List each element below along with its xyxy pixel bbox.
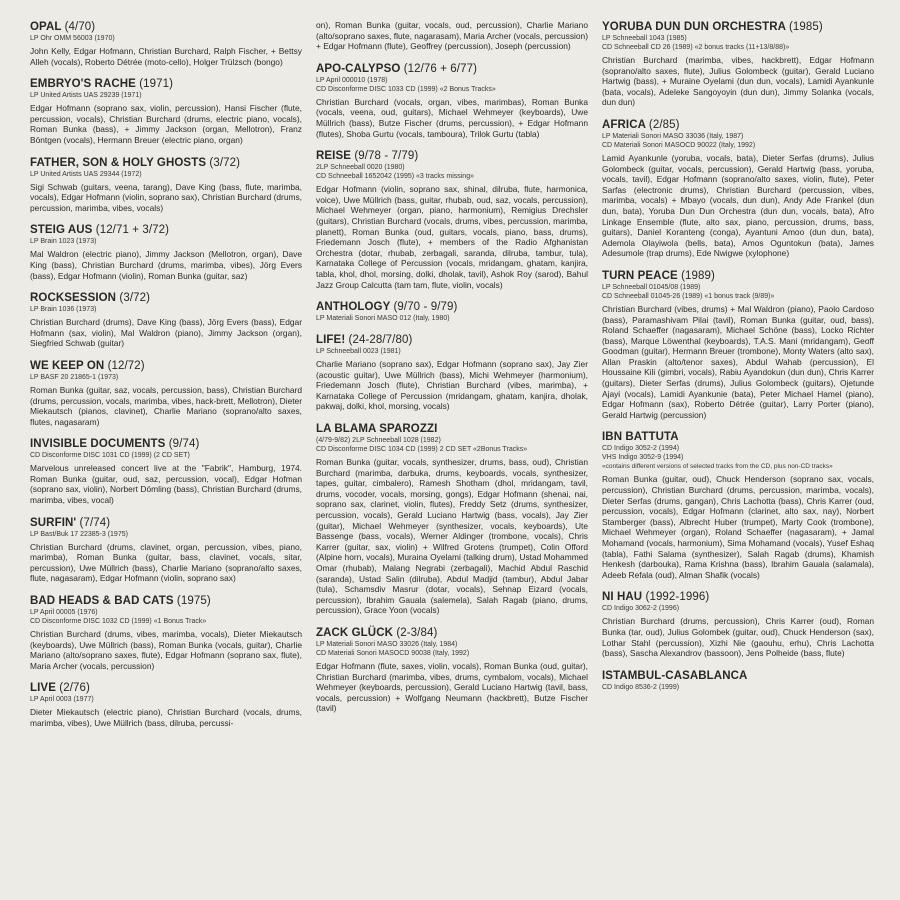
recording-date: (9/70 - 9/79) — [393, 301, 458, 314]
personnel-text: Roman Bunka (guitar, oud), Chuck Henderson (soprano sax, vocals, percussion), Christian Burchard (drums, percussion, marimba, vocals), Dieter Serfas (drums, gangan), Chris Lachotta (bass), Chris Karrer (oud, percussion, vocals), Edgar Hofmann (clarinet, alto sax, nay), Norbert Stamberger (bass), Albrecht Huber (trumpet), Marty Cook (trombone), Michael Wehmeyer (organ), Roland Schaeffer (nagasaram), + Jamal Mohamand (vocals, harmonium), Sima Mohamand (vocals), Yusef Eshaq (tabla), Fathi Salama (synthesizer), Salah Ragab (drums), Khamish Henkesh (darbouka), Rama Krishna (bass), Ibrahim Gauala (salamala), Adeeb Refala (oud), Alman Shafik (vocals) — [602, 474, 874, 580]
album-title — [30, 681, 302, 695]
recording-date: (1985) — [788, 21, 823, 33]
album-title — [30, 223, 302, 237]
recording-date: (12/76 + 6/77) — [403, 62, 478, 75]
column-right — [602, 20, 874, 900]
personnel-text: Christian Burchard (drums, clavinet, organ, percussion, vibes, piano, marimba), Roman Bunka (guitar, bass, clavinet, vocals, sitar, percussion), Uwe Müllrich (bass), Charlie Mariano (soprano/alto saxes, flute, nagasaram), Edgar Hofmann (violin, soprano sax) — [30, 541, 302, 584]
discography-entry — [602, 118, 874, 259]
catalog-line: LP April 000010 (1978) — [316, 76, 388, 84]
catalog-line: VHS Indigo 3052-9 (1994) — [602, 454, 684, 462]
personnel-text: Roman Bunka (guitar, vocals, synthesizer, drums, bass, oud), Christian Burchard (marimba, darbuka, drums, keyboards, vocals, synthesizer, tapes, guitar, cimbalero), Ramesh Shotham (dhol, mridangam, tavil, drums, vocoder, vocals, morsing, gongs), Edgar Hofmann (shenai, nai, soprano sax, clarinet, violin, flutes), Freddy Setz (drums, synthesizer, percussion, vocals), Gerald Luciano Hartwig (bass, vocals), Jay Zier (guitar), Michael Wehmeyer (synthesizer, vocals, keyboards), Ute Bassenge (bass, vocals), Werner Aldinger (trombone, vocals), Chris Karrer (guitar, sax, violin) + Wilfred Grotens (trumpet), Colin Offord (Alpine horn, vocals), Muraina Oyelami (talking drum), Ustad Mohammed Omar (rhubab), Malang Negrabi (zerbagali), Machid Abdul Raschid (saranda), Ustad Salin (dilruba), Abdul Madjid (tambur), Abdul Jabar (tula), Schamsdiv Masrur (dotar, vocals), Sehnap Eizard (vocals, percussion), Ibrahim Gauala (salemela), Salah Ragab (piano, drums, percussion), Grace Yoon (vocals) — [316, 457, 588, 616]
discography-entry — [602, 669, 874, 692]
discography-entry — [316, 626, 588, 714]
personnel-text: Charlie Mariano (soprano sax), Edgar Hofmann (soprano sax), Jay Zier (acoustic guitar), Uwe Müllrich (bass), Michi Wehmeyer (harmonium), Friedemann Josch (flute), Christian Burchard (vibes, marimba), + Karnataka College of Percussion (mridangam, ghatam, kanjira, dholak, pakwaj, dolki, khol, morsing, vocals) — [316, 359, 588, 412]
discography-entry — [316, 62, 588, 139]
personnel-text: Dieter Miekautsch (electric piano), Christian Burchard (vocals, drums, marimba, vibes), Uwe Müllrich (bass, dilruba, percussi- — [30, 707, 302, 728]
album-title — [602, 20, 874, 34]
column-left — [30, 20, 302, 900]
catalog-line: CD Materiali Sonori MASOCD 90038 (Italy, 1992) — [316, 649, 470, 657]
catalog-line: LP Materiali Sonori MASO 012 (Italy, 1980) — [316, 315, 450, 323]
catalog-line: LP BASF 20 21865-1 (1973) — [30, 373, 119, 381]
recording-date: (1971) — [139, 78, 174, 91]
album-name: IBN BATTUTA — [602, 431, 679, 444]
album-name: ANTHOLOGY — [316, 301, 391, 314]
catalog-line: LP Ohr OMM 56003 (1970) — [30, 35, 115, 42]
discography-entry — [602, 269, 874, 421]
personnel-text: Edgar Hofmann (flute, saxes, violin, vocals), Roman Bunka (oud, guitar), Christian Burchard (marimba, vibes, drums, cymbalom, vocals), Michael Wehmeyer (keyboards, percussion), Gerald Luciano Hartwig (tavil, bass, vocals, percussion) + Wolfgang Neumann (hackbrett), Butze Fischer (tavil) — [316, 660, 588, 714]
album-name: REISE — [316, 150, 352, 163]
catalog-line: CD Schneeball 1652042 (1995) «3 tracks missing» — [316, 173, 474, 181]
album-title — [30, 156, 302, 170]
recording-date: (1989) — [681, 269, 715, 282]
catalog-line: CD Schneeball CD 26 (1989) «2 bonus tracks (11+13/8/88)» — [602, 44, 790, 51]
discography-entry — [602, 20, 874, 108]
catalog-line: LP Brain 1036 (1973) — [30, 306, 97, 314]
album-title — [30, 359, 302, 373]
album-name: ZACK GLÜCK — [316, 626, 394, 639]
album-title — [602, 590, 874, 604]
discography-entry — [30, 20, 302, 67]
recording-date: (12/71 + 3/72) — [95, 224, 170, 237]
album-title — [316, 333, 588, 347]
discography-entry — [30, 516, 302, 584]
catalog-line: CD Indigo 3062-2 (1996) — [602, 605, 680, 613]
recording-date: (1975) — [176, 595, 211, 608]
album-title — [316, 626, 588, 640]
album-title — [602, 118, 874, 132]
album-title — [602, 269, 874, 283]
discography-entry — [30, 594, 302, 671]
discography-entry — [30, 291, 302, 349]
album-title — [316, 300, 588, 314]
album-title — [30, 516, 302, 530]
album-name: YORUBA DUN DUN ORCHESTRA — [602, 21, 786, 33]
recording-date: (9/74) — [168, 438, 200, 451]
discography-entry — [30, 681, 302, 728]
catalog-line: CD Indigo 3052-2 (1994) — [602, 445, 680, 453]
album-title — [30, 77, 302, 91]
album-name: LIVE — [30, 682, 56, 695]
album-title — [316, 149, 588, 163]
catalog-line: LP Bast/Buk 17 22385-3 (1975) — [30, 530, 128, 538]
personnel-text: Roman Bunka (guitar, saz, vocals, percussion, bass), Christian Burchard (drums, percussion, vocals, marimba, vibes, hack-brett, Mellotron), Dieter Miekautsch (pianos, clavinet), Charlie Mariano (soprano/alto saxes, flutes, nagasaram) — [30, 384, 302, 427]
catalog-line: CD Schneeball 01045-26 (1989) «1 bonus track (9/89)» — [602, 292, 775, 300]
personnel-text: Christian Burchard (drums), Dave King (bass), Jörg Evers (bass), Edgar Hofmann (sax, violin), Mal Waldron (piano), Jimmy Jackson (organ), Siegfried Schwab (guitar) — [30, 317, 302, 349]
album-title — [30, 20, 302, 34]
personnel-text: Christian Burchard (vocals, organ, vibes, marimbas), Roman Bunka (vocals, veena, oud, guitars), Michael Wehmeyer (keyboards), Uwe Müllrich (bass), Butze Fischer (drums, percussion), + Edgar Hofmann (flutes), Shoba Gurtu (vocals, tamboura), Trilok Gurtu (tabla) — [316, 96, 588, 139]
catalog-line: 2LP Schneeball 0020 (1980) — [316, 164, 405, 172]
personnel-text: John Kelly, Edgar Hofmann, Christian Burchard, Ralph Fischer, + Bettsy Alleh (vocals), Roberto Détrée (moto-cello), Holger Trülzsch (bongo) — [30, 46, 302, 67]
catalog-line: LP Schneeball 0023 (1981) — [316, 348, 401, 356]
personnel-text: Edgar Hofmann (violin, soprano sax, shinal, dilruba, flute, harmonica, voice), Uwe Müllrich (bass, guitar, rhubab, oud, saz, vocals, percussion), Michael Wehmeyer (organ, piano, harmonium), Remigius Drechsler (guitars), Christian Burchard (vocals, drums, vibes, percussion, marimba, planett), Roman Bunka (oud, guitars, vocals, piano, bass, drums), Friedemann Josch (flute), + members of the Radio Afghanistan Orchestra (dotar, rhubab, zerbagali, saranda, dilruba, tambur, tula), Karnataka College of Percussion (vocals, mridangam, ghatam, kanjira, tabla, khol, dhol, morsing, dolki, dholak, tavil), Ashok Roy (sarod), Bahul Jazz Group Calcutta (tam tam, flute, violin, vocals) — [316, 184, 588, 290]
discography-entry — [316, 422, 588, 616]
catalog-line: LP Schneeball 1043 (1985) — [602, 35, 687, 42]
album-name: TURN PEACE — [602, 269, 678, 282]
recording-date: (2-3/84) — [396, 626, 438, 639]
catalog-line: LP Materiali Sonori MASO 33026 (Italy, 1984) — [316, 640, 458, 648]
personnel-text: Christian Burchard (vibes, drums) + Mal Waldron (piano), Paolo Cardoso (bass), Paramashivam Pilai (tavil), Roman Bunka (guitar, oud, bass), Roland Schaeffer (nagasaram), Michael Schöne (bass), Locko Richter (bass), Marque Löwenthal (keyboards), T.A.S. Mani (mridangam), Geoff Goodman (guitar), Hermann Breuer (trombone), Monty Waters (alto sax), Allan Praskin (alto/tenor saxes), Abdul Wahab (percussion), El Houssaine Kili (gimbri, vocals), Rabiu Ayandokun (dun dun), Chris Karrer (guitars), Dieter Serfas (drums), Julius Golombeck (guitars), Ojetunde Ajayi (vocals), Lamidi Ayankunie (bata), Peter Michael Hamel (piano), Edgar Hofmann (sax), Roberto Détrée (guitar), Larry Porter (piano), Gerald Hartwig (percussion) — [602, 303, 874, 420]
recording-date: (12/72) — [107, 359, 145, 372]
catalog-line: LP April 00005 (1976) — [30, 609, 98, 617]
album-name: BAD HEADS & BAD CATS — [30, 595, 174, 608]
recording-date: (3/72) — [119, 292, 151, 305]
personnel-text: Lamid Ayankunle (yoruba, vocals, bata), Dieter Serfas (drums), Julius Golombeck (guitar, vocals, percussion), Gerald Hartwig (bass, yoruba, vocals, tavil), Edgar Hofmann (soprano/alto saxes, violin, flute), Peter Sarfas (electronic drums), Christian Burchard (percussion, vibes, marimba, vocals) + Mbayo (vocals, dun dun), Andy Ade Frankel (dun dun, bata), Yoruba Dun Dun Orchestra (dun dun, vocals, bata), Afro Linkage Ensemble (flute, alto sax, piano, percussion, drums, bass, guitars), Daniel Koranteng (conga), Ayantuni Amoo (dun dun, bata), Ademola Olayiwola (bells, bata), Amos Oguntokun (bata), James Adesumole (trap drums), Ede Nwigwe (xylophone) — [602, 152, 874, 259]
discography-entry — [30, 77, 302, 145]
recording-date: (4/70) — [64, 21, 96, 33]
album-name: LIFE! — [316, 334, 346, 347]
album-title — [30, 437, 302, 451]
catalog-line: LP Materiali Sonori MASO 33036 (Italy, 1987) — [602, 132, 744, 140]
catalog-line: LP Brain 1023 (1973) — [30, 238, 97, 246]
recording-date: (24-28/7/80) — [348, 334, 413, 347]
catalog-line: CD Disconforme DISC 1034 CD (1999) 2 CD SET «2Bonus Tracks» — [316, 446, 528, 454]
recording-date: (9/78 - 7/79) — [354, 150, 419, 163]
catalog-line: CD Disconforme DISC 1031 CD (1999) (2 CD SET) — [30, 452, 190, 460]
album-title — [602, 430, 874, 444]
personnel-text: Edgar Hofmann (soprano sax, violin, percussion), Hansi Fischer (flute, percussion, vocals), Christian Burchard (drums, electric piano, vocals), Roman Bunka (bass), + Jimmy Jackson (organ, Mellotron), Franz Böntgen (vocals), Hermann Breuer (electric piano, organ) — [30, 103, 302, 145]
album-title — [30, 291, 302, 305]
album-name: INVISIBLE DOCUMENTS — [30, 438, 166, 451]
recording-date: (2/76) — [59, 682, 90, 695]
catalog-line: LP Schneeball 01045/08 (1989) — [602, 283, 701, 291]
album-title — [316, 62, 588, 76]
album-name: LA BLAMA SPAROZZI — [316, 423, 438, 436]
catalog-line: CD Materiali Sonori MASOCD 90022 (Italy, 1992) — [602, 141, 756, 149]
album-title — [602, 669, 874, 683]
discography-entry — [316, 300, 588, 323]
discography-entry — [30, 437, 302, 505]
album-name: AFRICA — [602, 118, 646, 131]
discography-entry — [316, 333, 588, 412]
catalog-line: CD Disconforme DISC 1033 CD (1999) «2 Bonus Tracks» — [316, 85, 496, 93]
catalog-line: CD Indigo 8536-2 (1999) — [602, 683, 680, 691]
album-name: OPAL — [30, 21, 62, 33]
recording-date: (1992-1996) — [645, 591, 710, 604]
catalog-line: (4/79-9/82) 2LP Schneeball 1028 (1982) — [316, 437, 441, 445]
recording-date: (3/72) — [209, 156, 241, 169]
release-note: «contains different versions of selected tracks from the CD, plus non-CD tracks» — [602, 463, 833, 471]
continued-text: on), Roman Bunka (guitar, vocals, oud, percussion), Charlie Mariano (alto/soprano saxes, flute, nagarasam), Maria Archer (vocals, percussion) + Edgar Hofmann (flute), Geoffrey (percussion), Joseph (percussion) — [316, 20, 588, 52]
catalog-line: LP April 0003 (1977) — [30, 696, 94, 704]
catalog-line: LP United Artists UAS 29239 (1971) — [30, 92, 142, 100]
catalog-line: LP United Artists UAS 29344 (1972) — [30, 170, 142, 178]
album-name: APO-CALYPSO — [316, 62, 401, 75]
column-middle — [316, 20, 588, 900]
discography-entry — [30, 156, 302, 214]
personnel-text: Christian Burchard (marimba, vibes, hackbrett), Edgar Hofmann (soprano/alto saxes, flute), Julius Golombeck (guitar), Gerald Luciano Hartwig (bass), + Muraine Oyelami (dun dun, vocals), Lamidi Ayankunle (bata, vocals), Adeleke Sangoyoyin (dun dun), Jimmy Solanka (vocals, dun dun) — [602, 55, 874, 108]
album-name: SURFIN' — [30, 516, 77, 529]
album-name: ISTAMBUL-CASABLANCA — [602, 669, 748, 682]
album-title — [316, 422, 588, 436]
album-name: NI HAU — [602, 591, 643, 604]
discography-entry — [30, 223, 302, 281]
personnel-text: Christian Burchard (drums, vibes, marimba, vocals), Dieter Miekautsch (keyboards), Uwe Müllrich (bass), Roman Bunka (vocals, guitar), Charlie Mariano (alto/soprano saxes, flute), Edgar Hofmann (soprano sax, flute), Maria Archer (vocals, percussion) — [30, 629, 302, 671]
album-name: FATHER, SON & HOLY GHOSTS — [30, 156, 207, 169]
album-name: EMBRYO'S RACHE — [30, 78, 136, 91]
recording-date: (2/85) — [648, 118, 680, 131]
catalog-line: CD Disconforme DISC 1032 CD (1999) «1 Bonus Track» — [30, 618, 207, 626]
personnel-text: Marvelous unreleased concert live at the "Fabrik", Hamburg, 1974. Roman Bunka (guitar, oud, saz, percussion, vocal), Edgar Hofman (soprano sax, violin), Norbert Dömling (bass), Christian Burchard (drums, marimba, vibes, vocal) — [30, 463, 302, 506]
recording-date: (7/74) — [79, 516, 111, 529]
discography-entry — [316, 149, 588, 290]
album-name: WE KEEP ON — [30, 359, 105, 372]
discography-entry — [602, 430, 874, 580]
album-title — [30, 594, 302, 608]
album-name: STEIG AUS — [30, 224, 93, 237]
personnel-text: Sigi Schwab (guitars, veena, tarang), Dave King (bass, flute, marimba, vocals), Edgar Hofmann (violin, soprano sax), Christian Burchard (drums, percussion, marimba, vibes, vocals) — [30, 181, 302, 213]
personnel-text: Mal Waldron (electric piano), Jimmy Jackson (Mellotron, organ), Dave King (bass), Christian Burchard (drums, marimba, vibes), Jörg Evers (bass), Edgar Hofmann (violin), Roman Bunka (guitar, saz) — [30, 249, 302, 281]
album-name: ROCKSESSION — [30, 292, 117, 305]
personnel-text: Christian Burchard (drums, percussion), Chris Karrer (oud), Roman Bunka (tar, oud), Julius Golombek (guitar, oud), Chuck Henderson (sax), Lothar Stahl (percussion), Xizhi Nie (gaouhu, erhu), Chris Lachotta (bass), Sascha Alexandrov (bassoon), Jens Polheide (bass, flute) — [602, 616, 874, 659]
discography-entry — [30, 359, 302, 427]
discography-entry — [602, 590, 874, 658]
